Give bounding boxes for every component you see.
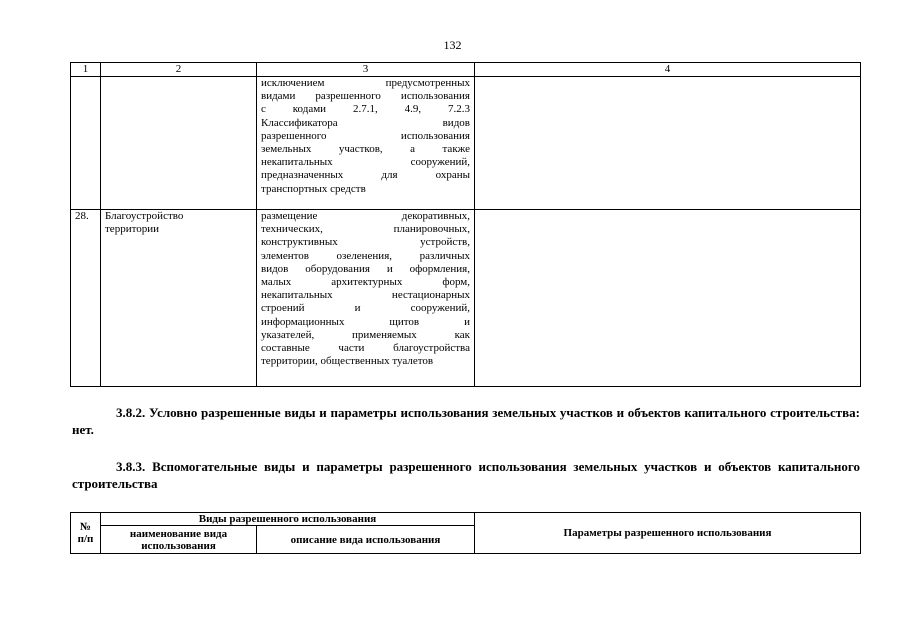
desc-line: составные части благоустройства	[261, 342, 470, 355]
desc-line: видами разрешенного использования	[261, 90, 470, 103]
desc-line: размещение декоративных,	[261, 210, 470, 222]
desc-line: информационных щитов и	[261, 315, 470, 328]
desc-line: видов оборудования и оформления,	[261, 262, 470, 275]
use-params-cell	[475, 210, 861, 387]
desc-line: некапитальных нестационарных	[261, 289, 470, 302]
page-number: 132	[443, 38, 462, 52]
use-name-line: Благоустройство	[105, 210, 184, 222]
header-use-name: наименование вида использования	[101, 526, 257, 554]
desc-line: некапитальных сооружений,	[261, 156, 470, 169]
row-number-cell: 28.	[71, 210, 101, 387]
desc-line: транспортных средств	[261, 182, 366, 195]
table-header-row	[71, 63, 861, 77]
desc-line: предназначенных для охраны	[261, 169, 470, 182]
header-col-4: 4	[475, 63, 861, 77]
desc-line: конструктивных устройств,	[261, 236, 470, 249]
header-use-params: Параметры разрешенного использования	[475, 513, 861, 554]
auxiliary-uses-table	[70, 512, 861, 554]
use-description-cell	[257, 210, 475, 387]
desc-line: Классификатора видов	[261, 116, 470, 129]
permitted-uses-table	[70, 62, 861, 387]
section-3-8-2	[72, 404, 860, 438]
desc-line: малых архитектурных форм,	[261, 276, 470, 289]
table-header-row	[71, 513, 861, 526]
section-text: Условно разрешенные виды и параметры использования земельных участков и объектов капитального строительства: нет.	[72, 405, 860, 437]
use-name-line: территории	[105, 223, 160, 236]
desc-line: указателей, применяемых как	[261, 328, 470, 341]
section-3-8-3	[72, 458, 860, 492]
desc-line: разрешенного использования	[261, 129, 470, 142]
desc-line: земельных участков, а также	[261, 143, 470, 156]
desc-line: территории, общественных туалетов	[261, 355, 434, 368]
desc-line: элементов озеленения, различных	[261, 249, 470, 262]
header-col-1: 1	[71, 63, 101, 77]
section-text: Вспомогательные виды и параметры разрешенного использования земельных участков и объектов капитального строительства	[72, 459, 860, 491]
header-row-number: № п/п	[71, 513, 101, 554]
use-name-cell	[101, 210, 257, 387]
table-row	[71, 77, 861, 210]
desc-line: строений и сооружений,	[261, 302, 470, 315]
header-use-description: описание вида использования	[257, 526, 475, 554]
desc-line: исключением предусмотренных	[261, 77, 470, 89]
row-number-cell	[71, 77, 101, 210]
section-number: 3.8.2.	[116, 405, 146, 420]
table-row	[71, 210, 861, 387]
header-col-2: 2	[101, 63, 257, 77]
section-number: 3.8.3.	[116, 459, 146, 474]
use-params-cell	[475, 77, 861, 210]
use-description-cell	[257, 77, 475, 210]
header-permitted-uses-group: Виды разрешенного использования	[101, 513, 475, 526]
desc-line: технических, планировочных,	[261, 223, 470, 236]
header-col-3: 3	[257, 63, 475, 77]
use-name-cell	[101, 77, 257, 210]
desc-line: с кодами 2.7.1, 4.9, 7.2.3	[261, 103, 470, 116]
